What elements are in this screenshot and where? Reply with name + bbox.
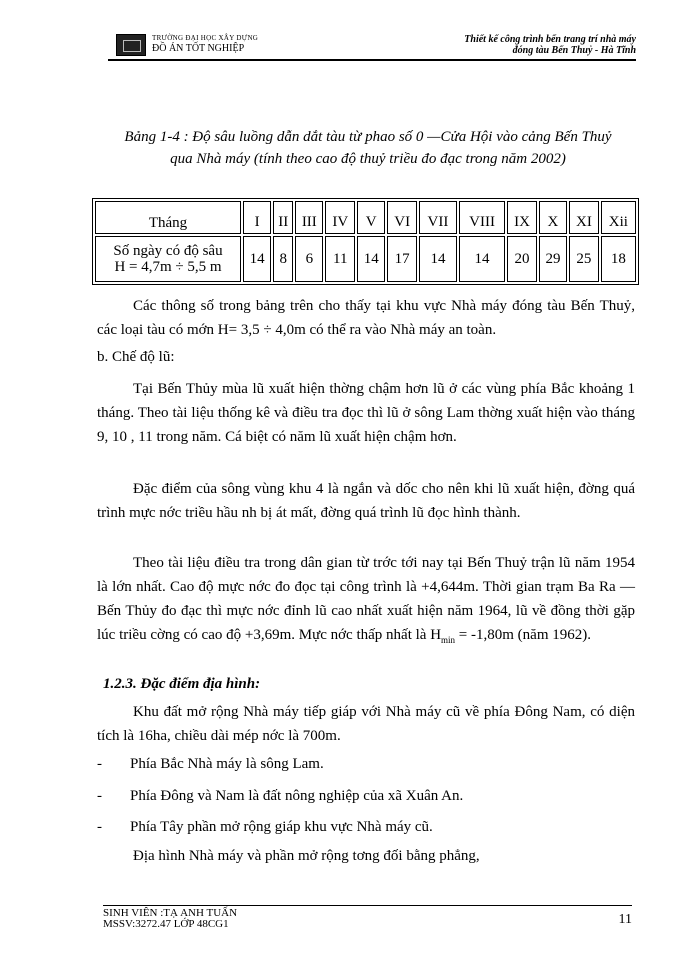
month-cell: IX [507, 201, 537, 234]
month-cell: IV [325, 201, 355, 234]
row-label-line2: H = 4,7m ÷ 5,5 m [114, 259, 222, 275]
paragraph-site-area: Khu đất mở rộng Nhà máy tiếp giáp với Nhà máy cũ về phía Đông Nam, có diện tích là 16ha, chiều dài mép nớc là 700m. [97, 704, 635, 744]
month-cell: VIII [459, 201, 505, 234]
value-cell: 14 [459, 236, 505, 282]
page-number: 11 [618, 912, 632, 927]
value-cell: 17 [387, 236, 417, 282]
student-id: MSSV:3272.47 LỚP 48CG1 [103, 918, 229, 930]
value-cell: 20 [507, 236, 537, 282]
value-cell: 6 [295, 236, 323, 282]
paragraph-flood-timing: Tại Bến Thủy mùa lũ xuất hiện thờng chậm hơn lũ ở các vùng phía Bắc khoảng 1 tháng. Theo tài liệu thống kê và điều tra đọc thì lũ ở sông Lam thờng xuất hiện vào tháng 9, 10 , 11 trong năm. Cá biệt có năm lũ xuất hiện chậm hơn. [97, 381, 635, 445]
bullet-item [97, 817, 433, 837]
value-cell: 14 [243, 236, 271, 282]
caption-line1: Bảng 1-4 : Độ sâu luồng dẫn dắt tàu từ phao số 0 —Cửa Hội vào cảng Bến Thuỷ [124, 129, 612, 145]
bullet-text: Phía Đông và Nam là đất nông nghiệp của xã Xuân An. [130, 788, 464, 804]
header-rule [108, 59, 636, 61]
page-footer [103, 908, 632, 930]
month-cell: III [295, 201, 323, 234]
flood-min-subscript: min [441, 635, 456, 645]
subheading-flood-regime: b. Chế độ lũ: [97, 349, 175, 365]
month-cell: X [539, 201, 567, 234]
header-label: Tháng [95, 201, 241, 234]
value-cell: 29 [539, 236, 567, 282]
table-header-row [95, 201, 636, 234]
value-cell: 18 [601, 236, 636, 282]
bullet-dash: - [97, 819, 102, 835]
row-label [95, 236, 241, 282]
month-cell: XI [569, 201, 599, 234]
bullet-text: Phía Tây phần mở rộng giáp khu vực Nhà máy cũ. [130, 819, 433, 835]
student-name: SINH VIÊN :TẠ ANH TUẤN [103, 907, 238, 919]
value-cell: 14 [419, 236, 457, 282]
paragraph-flood-history [97, 551, 635, 652]
value-cell: 11 [325, 236, 355, 282]
paragraph-topography: Địa hình Nhà máy và phần mở rộng tơng đối bằng phẳng, [133, 848, 480, 864]
month-cell: V [357, 201, 385, 234]
value-cell: 14 [357, 236, 385, 282]
course-name: ĐỒ ÁN TỐT NGHIỆP [152, 43, 245, 54]
month-cell: II [273, 201, 293, 234]
month-cell: VI [387, 201, 417, 234]
paragraph-river-character: Đặc điểm của sông vùng khu 4 là ngắn và dốc cho nên khi lũ xuất hiện, đờng quá trình mực nớc triều hầu nh bị át mất, đờng quá trình lũ đọc hình thành. [97, 481, 635, 521]
month-cell: I [243, 201, 271, 234]
project-title-line1: Thiết kế công trình bến trang trí nhà máy [464, 34, 636, 45]
table-caption [96, 126, 640, 170]
section-heading-terrain: 1.2.3. Đặc điểm địa hình: [103, 676, 261, 692]
row-label-line1: Số ngày có độ sâu [113, 243, 223, 259]
project-title-line2: đóng tàu Bến Thuỷ - Hà Tĩnh [512, 45, 636, 56]
flood-min-level-post: = -1,80m (năm 1962). [455, 627, 591, 643]
footer-rule [103, 905, 632, 906]
project-title [464, 34, 636, 56]
value-cell: 25 [569, 236, 599, 282]
month-cell: VII [419, 201, 457, 234]
paragraph-ship-draft: Các thông số trong bảng trên cho thấy tại khu vực Nhà máy đóng tàu Bến Thuỷ, các loại tàu có mớn H= 3,5 ÷ 4,0m có thể ra vào Nhà máy an toàn. [97, 298, 635, 338]
month-cell: Xii [601, 201, 636, 234]
value-cell: 8 [273, 236, 293, 282]
bullet-dash: - [97, 756, 102, 772]
depth-table [92, 198, 639, 285]
bullet-text: Phía Bắc Nhà máy là sông Lam. [130, 756, 324, 772]
flood-min-level-pre: nhất là H [386, 627, 442, 643]
table-data-row [95, 236, 636, 282]
page-header [108, 34, 636, 58]
bullet-dash: - [97, 788, 102, 804]
university-logo [116, 34, 146, 56]
caption-line2: qua Nhà máy (tính theo cao độ thuỷ triều đo đạc trong năm 2002) [170, 151, 566, 167]
flood-history-text: Theo tài liệu điều tra trong dân gian từ trớc tới nay tại Bến Thuỷ trận lũ năm 1954 là lớn nhất. Cao độ mực nớc đo đọc tại công trình là +4,644m. Thời gian trạm Ba Ra — Bến Thủy đo đạc thì mực nớc đỉnh lũ cao nhất xuất hiện năm 1964, lũ về đồng thời gặp lúc triều cờng có cao độ +3,69m. Mực nớc thấp [97, 555, 635, 643]
school-name: TRƯỜNG ĐẠI HỌC XÂY DỰNG [152, 34, 259, 42]
bullet-item [97, 754, 324, 774]
bullet-item [97, 786, 463, 806]
